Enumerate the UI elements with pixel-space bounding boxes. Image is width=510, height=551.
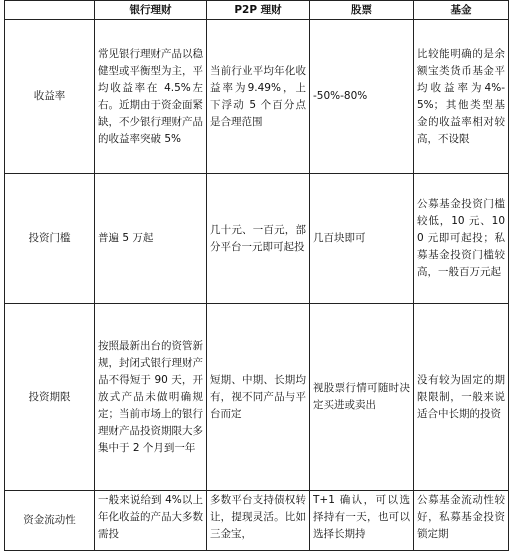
cell-p2p: 几十元、一百元，部分平台一元即可起投 xyxy=(207,174,310,304)
cell-bank: 按照最新出台的资管新规，封闭式银行理财产品不得短于 90 天，开放式产品未做明确规定；当前市场上的银行理财产品投资期限大多集中于 2 个月到一年 xyxy=(95,304,207,491)
table-row xyxy=(5,174,509,304)
cell-stock xyxy=(310,491,414,551)
row-label: 资金流动性 xyxy=(5,491,95,551)
header-bank: 银行理财 xyxy=(95,1,207,20)
table-row xyxy=(5,491,509,551)
cell-text: 一般来说给到 4%以上年化收益的产品大多数需投 xyxy=(98,494,203,540)
cell-fund: 没有较为固定的期限限制，一般来说适合中长期的投资 xyxy=(414,304,509,491)
table-row xyxy=(5,20,509,174)
header-p2p: P2P 理财 xyxy=(207,1,310,20)
row-label: 投资门槛 xyxy=(5,174,95,304)
cell-stock: -50%-80% xyxy=(310,20,414,174)
row-label: 投资期限 xyxy=(5,304,95,491)
cell-p2p xyxy=(207,491,310,551)
cell-fund: 比较能明确的是余额宝类货币基金平均收益率为4%-5%；其他类型基金的收益率相对较高，不设限 xyxy=(414,20,509,174)
comparison-table xyxy=(4,0,509,551)
cell-fund: 公募基金投资门槛较低，10 元、100 元即可起投；私募基金投资门槛较高，一般百万元起 xyxy=(414,174,509,304)
cell-bank: 常见银行理财产品以稳健型或平衡型为主，平均收益率在 4.5%左右。近期由于资金面紧缺，不少银行理财产品的收益率突破 5% xyxy=(95,20,207,174)
cell-stock: 几百块即可 xyxy=(310,174,414,304)
cell-p2p: 当前行业平均年化收益率为9.49%，上下浮动 5 个百分点是合理范围 xyxy=(207,20,310,174)
header-stock: 股票 xyxy=(310,1,414,20)
cell-p2p: 短期、中期、长期均有，视不同产品与平台而定 xyxy=(207,304,310,491)
cell-bank xyxy=(95,491,207,551)
cell-text: 公募基金流动性较好，私募基金投资锁定期 xyxy=(417,494,505,540)
header-fund: 基金 xyxy=(414,1,509,20)
header-row xyxy=(5,1,509,20)
cell-text: 多数平台支持债权转让，提现灵活。比如三金宝， xyxy=(210,494,306,540)
cell-stock: 视股票行情可随时决定买进或卖出 xyxy=(310,304,414,491)
cell-fund xyxy=(414,491,509,551)
cell-bank: 普遍 5 万起 xyxy=(95,174,207,304)
row-label: 收益率 xyxy=(5,20,95,174)
header-empty xyxy=(5,1,95,20)
cell-text: T+1 确认，可以选择持有一天，也可以选择长期持 xyxy=(313,494,410,540)
table-row xyxy=(5,304,509,491)
